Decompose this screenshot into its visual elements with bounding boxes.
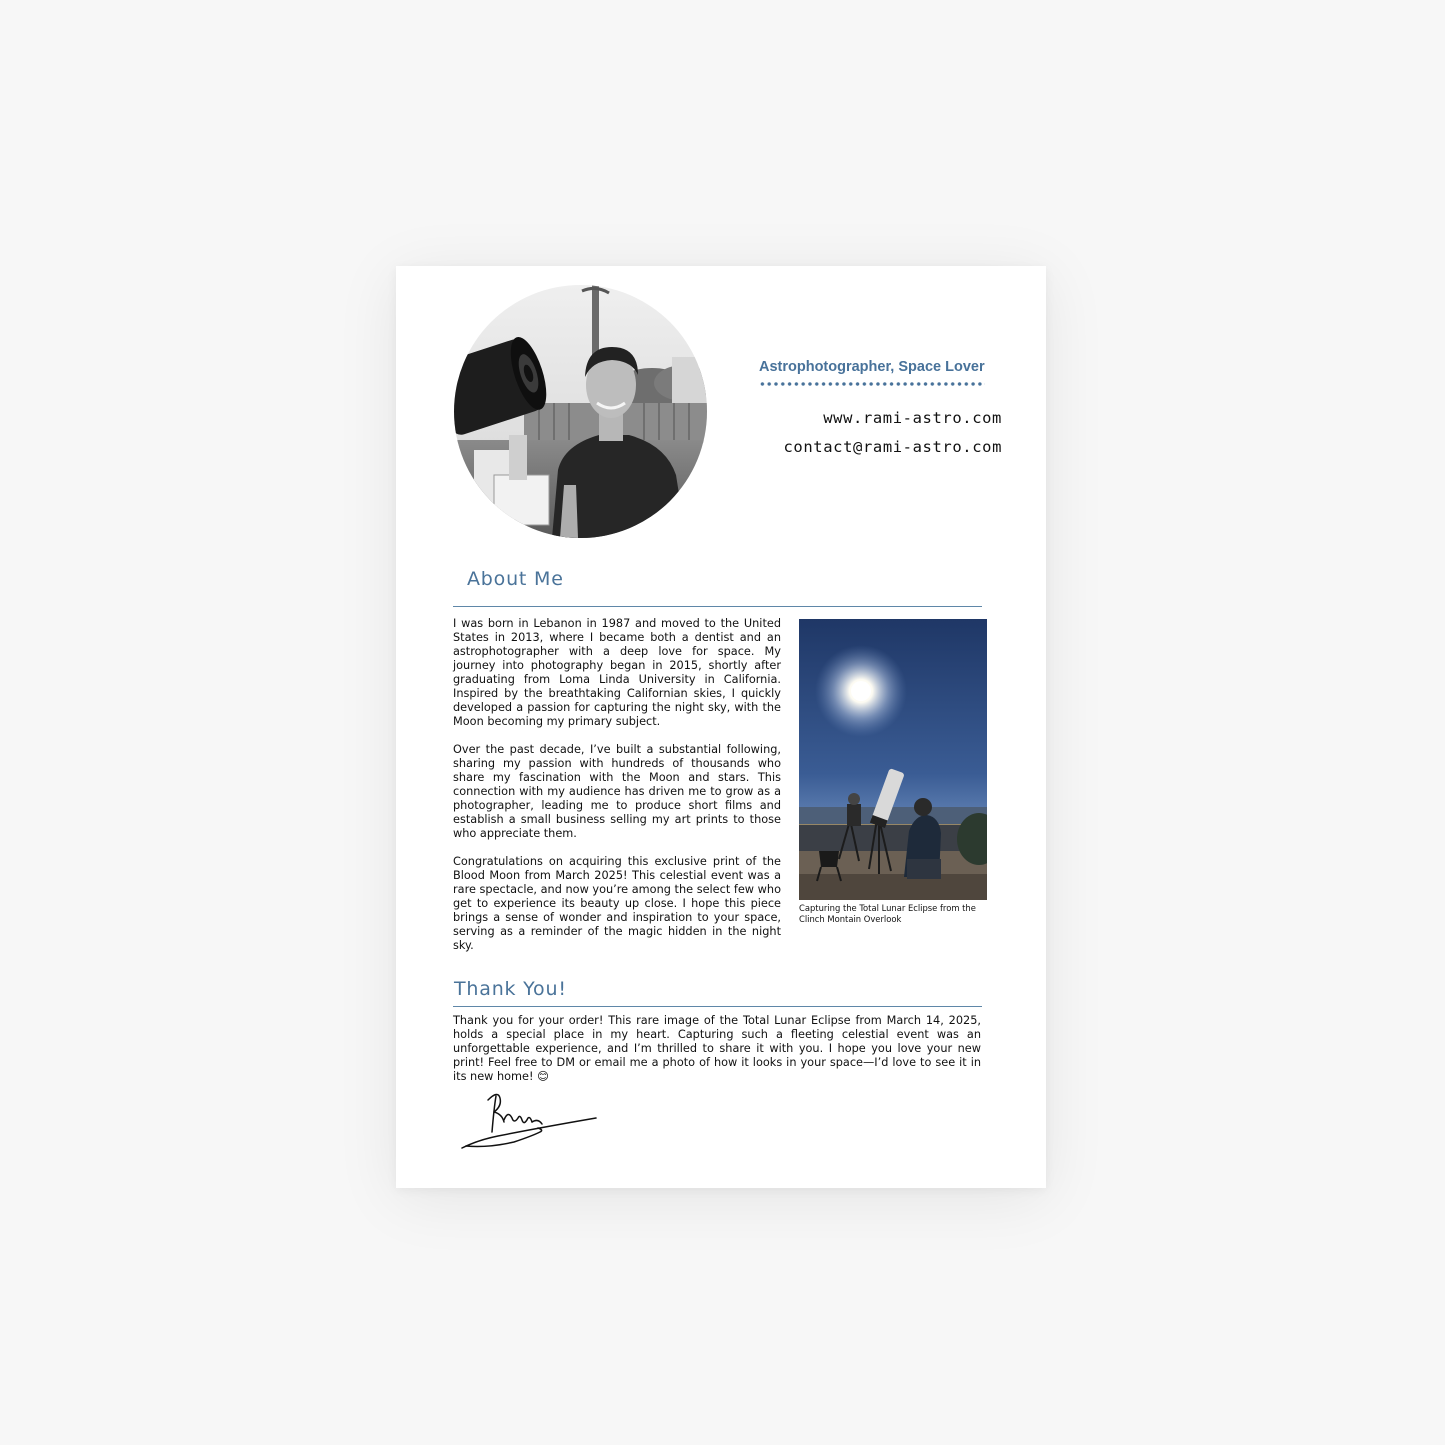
about-body bbox=[453, 617, 781, 967]
letter-page bbox=[396, 266, 1046, 1188]
thanks-divider bbox=[453, 1006, 982, 1007]
portrait-photo bbox=[454, 285, 707, 538]
about-paragraph: I was born in Lebanon in 1987 and moved to the United States in 2013, where I became both a dentist and an astrophotographer with a deep love for space. My journey into photography began in 2015, shortly after graduating from Loma Linda University in California. Inspired by the breathtaking Californian skies, I quickly developed a passion for capturing the night sky, with the Moon becoming my primary subject. bbox=[453, 617, 781, 728]
email-link[interactable]: contact@rami-astro.com bbox=[783, 438, 1002, 456]
thanks-heading: Thank You! bbox=[454, 978, 567, 1000]
about-divider bbox=[453, 606, 982, 607]
dotted-divider bbox=[759, 381, 985, 387]
website-link[interactable]: www.rami-astro.com bbox=[823, 409, 1002, 427]
photo-caption: Capturing the Total Lunar Eclipse from the Clinch Montain Overlook bbox=[799, 903, 976, 924]
tagline: Astrophotographer, Space Lover bbox=[759, 359, 985, 375]
about-paragraph: Over the past decade, I’ve built a substantial following, sharing my passion with hundreds of thousands who share my fascination with the Moon and stars. This connection with my audience has driven me to grow as a photographer, leading me to produce short films and establish a small business selling my art prints to those who appreciate them. bbox=[453, 743, 781, 840]
thanks-body: Thank you for your order! This rare image of the Total Lunar Eclipse from March 14, 2025, holds a special place in my heart. Capturing such a fleeting celestial event was an unforgettable experience, and I’m thrilled to share it with you. I hope you love your new print! Feel free to DM or email me a photo of how it looks in your space—I’d love to see it in its new home! 😊 bbox=[453, 1014, 981, 1083]
telescope-night-photo bbox=[799, 619, 987, 900]
handwritten-signature bbox=[458, 1088, 603, 1154]
about-heading: About Me bbox=[467, 568, 564, 590]
about-paragraph: Congratulations on acquiring this exclusive print of the Blood Moon from March 2025! This celestial event was a rare spectacle, and now you’re among the select few who get to experience its beauty up close. I hope this piece brings a sense of wonder and inspiration to your space, serving as a reminder of the magic hidden in the night sky. bbox=[453, 855, 781, 952]
